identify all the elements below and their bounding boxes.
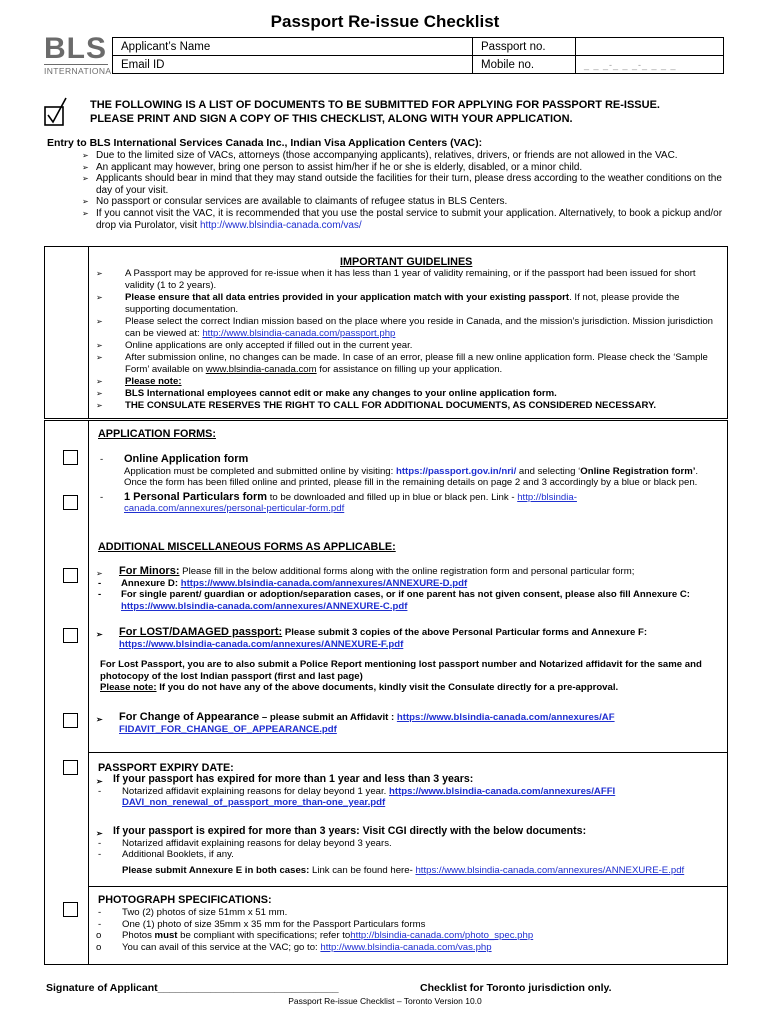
annexure-c-link[interactable]: https://www.blsindia-canada.com/annexures/ANNEXURE-C.pdf <box>121 600 408 612</box>
online-form-desc: Application must be completed and submitted online by visiting: https://passport.gov.in/nri/ and selecting ‘Online Registration form’. Once the form has been filled online and printed, please fill in the remaining details on page 2 and 3 accordingly by a blue or black pen. <box>124 465 699 489</box>
guideline-item: ➢ Please ensure that all data entries provided in your application match with your existing passport. If not, please provide the supporting documentation. <box>96 292 680 315</box>
photo-item: - One (1) photo of size 35mm x 35 mm for the Passport Particulars forms <box>98 918 426 930</box>
vac-item: ➢ No passport or consular services are available to claimants of refugee status in BLS Centers. <box>82 196 727 208</box>
lost-passport-checkbox[interactable] <box>63 628 78 643</box>
annexure-f-row <box>96 639 718 651</box>
guidelines-heading: IMPORTANT GUIDELINES <box>340 256 473 268</box>
section-divider <box>88 752 727 753</box>
guidelines-list <box>96 268 716 412</box>
online-application-item <box>98 454 718 515</box>
expiry-checkbox[interactable] <box>63 760 78 775</box>
vac-list <box>82 150 727 231</box>
case1-row: ➢ If your passport has expired for more than 1 year and less than 3 years: <box>96 773 474 786</box>
change-appearance-item <box>96 712 616 735</box>
vas-service-link[interactable]: http://www.blsindia-canada.com/vas.php <box>320 941 492 953</box>
application-forms-heading: APPLICATION FORMS: <box>98 428 216 440</box>
lost-note: For Lost Passport, you are to also submit a Police Report mentioning lost passport number and Notarized affidavit for the same and photocopy of the lost Indian passport (first and last page) <box>100 659 702 682</box>
case2-item-row: - Notarized affidavit explaining reasons for delay beyond 3 years. <box>98 837 392 849</box>
guideline-item: ➢ BLS International employees cannot edit or make any changes to your online application form. <box>96 388 557 399</box>
case2-row: ➢ If your passport is expired for more than 3 years: Visit CGI directly with the below documents: <box>96 825 587 838</box>
vac-item: ➢ Due to the limited size of VACs, attorneys (those accompanying applicants), relatives, drivers, or friends are not allowed in the VAC. <box>82 150 727 162</box>
column-divider <box>88 420 89 965</box>
passport-jurisdiction-link[interactable]: http://www.blsindia-canada.com/passport.php <box>202 327 396 339</box>
photo-item: - Two (2) photos of size 51mm x 51 mm. <box>98 907 288 918</box>
guideline-item: ➢ THE CONSULATE RESERVES THE RIGHT TO CALL FOR ADDITIONAL DOCUMENTS, AS CONSIDERED NECESSARY. <box>96 400 657 411</box>
annexure-e-row: Please submit Annexure E in both cases: Link can be found here- https://www.blsindia-canada.com/annexures/ANNEXURE-E.pdf <box>122 864 685 876</box>
version-footer: Passport Re-issue Checklist – Toronto Version 10.0 <box>288 996 482 1006</box>
passport-no-field[interactable] <box>576 38 724 56</box>
page-title: Passport Re-issue Checklist <box>270 12 500 31</box>
case1-item-row: - Notarized affidavit explaining reasons for delay beyond 1 year. https://www.blsindia-canada.com/annexures/AFFIDAVI_non_renewal_of_passport_more_than-one_year.pdf <box>98 785 616 809</box>
passport-gov-link[interactable]: https://passport.gov.in/nri/ <box>395 465 517 477</box>
affidavit-non-renewal-link[interactable]: https://www.blsindia-canada.com/annexures/AFFIDAVI_non_renewal_of_passport_more_than-one_year.pdf <box>122 785 616 809</box>
lost-title-row: ➢ For LOST/DAMAGED passport: Please submit 3 copies of the above Personal Particular forms and Annexure F: <box>96 626 648 639</box>
annexure-f-link[interactable]: https://www.blsindia-canada.com/annexures/ANNEXURE-F.pdf <box>119 638 404 650</box>
photo-item: o You can avail of this service at the VAC; go to: http://www.blsindia-canada.com/vas.php <box>96 941 492 953</box>
change-appearance-checkbox[interactable] <box>63 713 78 728</box>
annexure-e-link[interactable]: https://www.blsindia-canada.com/annexures/ANNEXURE-E.pdf <box>415 864 685 876</box>
affidavit-appearance-link[interactable]: https://www.blsindia-canada.com/annexures/AFFIDAVIT_FOR_CHANGE_OF_APPEARANCE.pdf <box>119 712 615 735</box>
minors-item <box>96 566 718 612</box>
expiry-heading: PASSPORT EXPIRY DATE: <box>98 762 234 774</box>
mobile-field[interactable]: _ _ _-_ _ _-_ _ _ _ <box>576 56 724 74</box>
annexure-d-row: - Annexure D: https://www.blsindia-canada.com/annexures/ANNEXURE-D.pdf <box>98 577 468 589</box>
mobile-label: Mobile no. <box>473 56 576 74</box>
email-label: Email ID <box>113 56 473 74</box>
bls-site-link[interactable]: www.blsindia-canada.com <box>205 363 317 375</box>
photo-heading: PHOTOGRAPH SPECIFICATIONS: <box>98 894 272 906</box>
checkmark-box-icon <box>44 97 68 127</box>
vac-item: ➢ If you cannot visit the VAC, it is recommended that you use the postal service to submit your application. Alternatively, to book a pickup and/or drop via Purolator, visit http://www.blsindia-canada.com/vas/ <box>82 208 727 231</box>
lost-passport-item <box>96 627 718 694</box>
appearance-row: ➢ For Change of Appearance – please submit an Affidavit : https://www.blsindia-canada.com/annexures/AFFIDAVIT_FOR_CHANGE_OF_APPEARANCE.pdf <box>96 711 615 735</box>
photo-checkbox[interactable] <box>63 902 78 917</box>
minors-checkbox[interactable] <box>63 568 78 583</box>
online-form-checkbox[interactable] <box>63 450 78 465</box>
applicant-info-table <box>112 37 724 74</box>
lost-note-2: Please note: If you do not have any of the above documents, kindly visit the Consulate directly for a pre-approval. <box>100 682 619 694</box>
photo-spec-link[interactable]: http://blsindia-canada.com/photo_spec.php <box>350 930 534 942</box>
guideline-item: ➢ Online applications are only accepted if filled out in the current year. <box>96 340 413 351</box>
expiry-case-2 <box>96 826 718 876</box>
personal-particulars-link[interactable]: http://blsindia-canada.com/annexures/personal-perticular-form.pdf <box>124 491 577 515</box>
minors-title-row: ➢ For Minors: Please fill in the below additional forms along with the online registration form and personal particular form; <box>96 565 635 578</box>
jurisdiction-note: Checklist for Toronto jurisdiction only. <box>420 982 612 994</box>
personal-particulars-checkbox[interactable] <box>63 495 78 510</box>
passport-no-label: Passport no. <box>473 38 576 56</box>
photo-item: o Photos must be compliant with specifications; refer tohttp://blsindia-canada.com/photo_spec.php <box>96 930 534 942</box>
guideline-item: ➢ Please select the correct Indian mission based on the place where you reside in Canada, and the mission’s jurisdiction. Mission jurisdiction can be viewed at: http://www.blsindia-canada.com/passport.php <box>96 316 714 339</box>
vas-link[interactable]: http://www.blsindia-canada.com/vas/ <box>199 219 362 231</box>
signature-line[interactable]: Signature of Applicant_______________________________ <box>46 982 339 994</box>
guideline-item: ➢ Please note: <box>96 376 182 387</box>
annexure-c-row: - For single parent/ guardian or adoption/separation cases, or if one parent has not given consent, please also fill Annexure C: https://www.blsindia-canada.com/annexures/ANNEXURE-C.pdf <box>98 589 690 612</box>
online-form-title-row: - Online Application form <box>100 453 249 465</box>
personal-particulars-row: - 1 Personal Particulars form to be downloaded and filled up in blue or black pen. Link - http://blsindia-canada.com/annexures/personal-perticular-form.pdf <box>100 490 577 515</box>
bls-logo: BLS INTERNATIONAL <box>44 32 117 76</box>
photo-list <box>96 907 718 953</box>
section-divider <box>88 886 727 887</box>
applicant-name-label: Applicant’s Name <box>113 38 473 56</box>
vac-item: ➢ Applicants should bear in mind that they may stand outside the facilities for their turn, please dress according to the weather conditions on the day of your visit. <box>82 173 727 196</box>
guideline-item: ➢ After submission online, no changes can be made. In case of an error, please fill a new online application form. Please check the ‘Sample Form’ available on www.blsindia-canada.com for assistance on filling up your application. <box>96 352 708 375</box>
intro-text: THE FOLLOWING IS A LIST OF DOCUMENTS TO BE SUBMITTED FOR APPLYING FOR PASSPORT RE-ISSUE. PLEASE PRINT AND SIGN A COPY OF THIS CHECKLIST, ALONG WITH YOUR APPLICATION. <box>90 99 660 125</box>
guideline-item: ➢ A Passport may be approved for re-issue when it has less than 1 year of validity remaining, or if the passport had been issued for short validity (1 to 2 years). <box>96 268 696 291</box>
misc-forms-heading: ADDITIONAL MISCELLANEOUS FORMS AS APPLICABLE: <box>98 541 396 553</box>
case2-item-row: - Additional Booklets, if any. <box>98 849 234 861</box>
vac-item: ➢ An applicant may however, bring one person to assist him/her if he or she is elderly, disabled, or a minor child. <box>82 162 727 174</box>
annexure-d-link[interactable]: https://www.blsindia-canada.com/annexures/ANNEXURE-D.pdf <box>180 577 468 589</box>
vac-heading: Entry to BLS International Services Canada Inc., Indian Visa Application Centers (VAC): <box>47 137 483 149</box>
expiry-case-1 <box>96 774 616 809</box>
column-divider <box>88 246 89 419</box>
